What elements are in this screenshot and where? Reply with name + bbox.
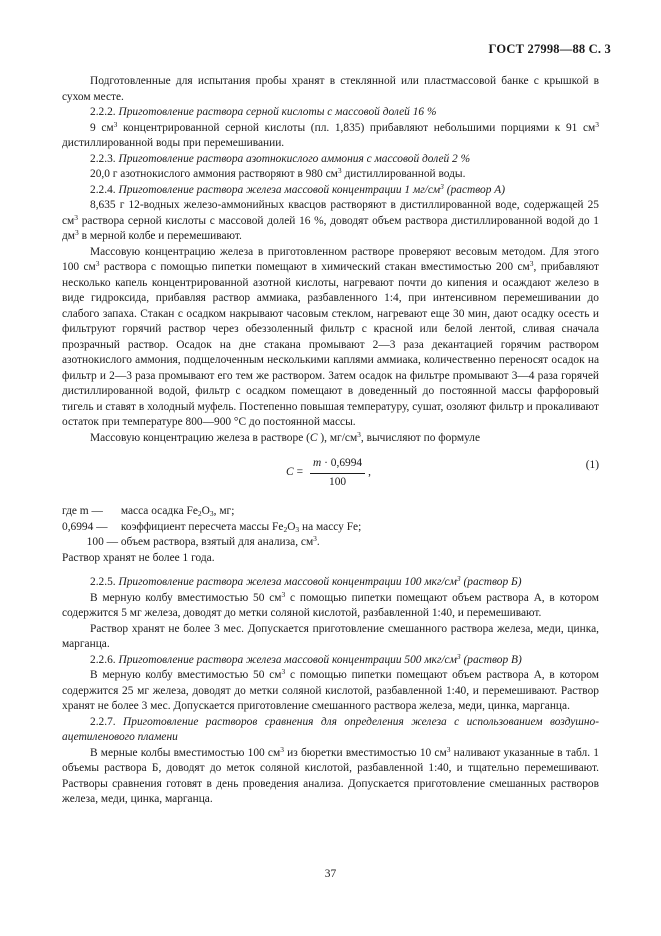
section-heading: 2.2.6. Приготовление раствора железа массовой концентрации 500 мкг/$см^3$ (раствор В) — [90, 651, 522, 666]
paragraph: 9 $см^3$ концентрированной серной кислоты (пл. 1,835) прибавляют небольшими порциями к 91 $см^3$ дистиллированной воды при перемешивании. — [62, 119, 599, 149]
formula-denominator: 100 — [329, 475, 347, 488]
paragraph: Массовую концентрацию железа в приготовленном растворе проверяют весовым методом. Для этого 100 $см^3$ раствора с помощью пипетки помещают в химический стакан вместимостью 200 $см^3$, прибавляют несколько капель концентрированной азотной кислоты, нагревают почти до кипения и осаждают железо в виде гидроксида, прибавляя раствор аммиака, разбавленного 1:4, при интенсивном перемешивании до слабого запаха. Стакан с осадком накрывают часовым стеклом, нагревают еще 30 мин, дают осадку осесть и фильтруют горячий раствор через обеззоленный фильтр с красной или белой лентой, сливая сначала прозрачный раствор. Осадок на дне стакана промывают 2—3 раза декантацией горячим раствором азотнокислого аммония, подщелоченным несколькими каплями аммиака, количественно переносят осадок на фильтр и 2—3 раза промывают его тем же раствором. Затем осадок на фильтре промывают 3—4 раза горячей дистиллированной водой, фильтр с осадком помещают в доведенный до постоянной массы фарфоровый тигель и ставят в холодный муфель. Постепенно повышая температуру, сушат, озоляют фильтр и прокаливают остаток при температуре 800—900 °С до постоянной массы. — [62, 245, 599, 428]
section-heading: 2.2.4. Приготовление раствора железа массовой концентрации 1 $мг/см^3$ (раствор А) — [90, 181, 506, 196]
paragraph: Раствор хранят не более 3 мес. Допускается приготовление смешанного раствора железа, меди, цинка, марганца. — [62, 622, 599, 650]
legend-row: 0,6994 — коэффициент пересчета массы $Fe_2O_3$ на массу Fe; — [62, 520, 362, 534]
legend-symbol: где m — — [62, 505, 103, 517]
legend-text: масса осадка Fe — [120, 505, 198, 517]
legend-text: коэффициент пересчета массы Fe — [120, 520, 284, 533]
formula-lhs: C — [286, 466, 294, 479]
paragraph: 20,0 г азотнокислого аммония растворяют в 980 $см^3$ дистиллированной воды. — [90, 166, 466, 180]
page-body — [62, 74, 599, 808]
paragraph: Массовую концентрацию железа в растворе (C ), $мг/см^3$, вычисляют по формуле — [90, 429, 481, 444]
formula-numerator-var: m — [313, 457, 322, 469]
formula-number: (1) — [585, 459, 599, 471]
section-heading: 2.2.5. Приготовление раствора железа массовой концентрации 100 мкг/$см^3$ (раствор Б) — [90, 574, 522, 588]
section-heading: 2.2.3. Приготовление раствора азотнокислого аммония с массовой долей 2 % — [90, 152, 471, 165]
section-heading: 2.2.7. Приготовление растворов сравнения для определения железа с использованием воздушно-ацетиленового пламени — [62, 715, 599, 743]
page-header: ГОСТ 27998—88 С. 3 — [488, 42, 611, 56]
section-heading: 2.2.2. Приготовление раствора серной кислоты с массовой долей 16 % — [90, 106, 437, 118]
page-number: 37 — [324, 868, 337, 880]
legend-row: где m — масса осадка $Fe_2O_3$, мг; — [62, 505, 235, 518]
paragraph: В мерную колбу вместимостью 50 $см^3$ с помощью пипетки помещают объем раствора А, в котором содержится 5 мг железа, доводят до метки соляной кислотой, разбавленной 1:40, и перемешивают. — [62, 589, 599, 619]
paragraph: 8,635 г 12-водных железо-аммонийных квасцов растворяют в дистиллированной воде, содержащей 25 $см^3$ раствора серной кислоты с массовой долей 16 %, доводят объем раствора дистиллированной водой до 1 $дм^3$ в мерной колбе и перемешивают. — [62, 199, 599, 242]
paragraph: В мерные колбы вместимостью 100 $см^3$ из бюретки вместимостью 10 $см^3$ наливают указанные в табл. 1 объемы раствора Б, доводят до меток соляной кислотой, разбавленной 1:40, и тщательно перемешивают. Растворы сравнения готовят в день проведения анализа. Допускается приготовление смешанных растворов железа, меди, цинка, марганца. — [62, 744, 599, 805]
legend-symbol: 100 — — [86, 536, 118, 548]
formula: C = $\frac{m \cdot 0,6994}{100}$ , (1) — [62, 452, 599, 492]
paragraph: Раствор хранят не более 1 года. — [62, 551, 215, 564]
paragraph: В мерную колбу вместимостью 50 $см^3$ с помощью пипетки помещают объем раствора А, в котором содержится 25 мг железа, доводят до метки соляной кислотой, разбавленной 1:40, и перемешивают. Раствор хранят не более 3 мес. Допускается приготовление смешанного раствора железа, меди, цинка, марганца. — [62, 667, 599, 712]
formula-legend — [62, 504, 599, 551]
legend-text-end: , мг; — [213, 505, 235, 517]
legend-row: 100 — объем раствора, взятый для анализа, $см^3$. — [62, 535, 599, 551]
legend-text: объем раствора, взятый для анализа, см — [120, 536, 314, 548]
legend-text-end: . — [316, 536, 320, 548]
legend-text-end: на массу Fe; — [299, 520, 362, 533]
formula-numerator: · 0,6994 — [321, 457, 363, 469]
legend-symbol: 0,6994 — — [62, 520, 108, 533]
formula-tail: , — [368, 466, 371, 479]
paragraph: Подготовленные для испытания пробы хранят в стеклянной или пластмассовой банке с крышкой в сухом месте. — [62, 75, 599, 103]
formula-fraction — [310, 456, 365, 490]
